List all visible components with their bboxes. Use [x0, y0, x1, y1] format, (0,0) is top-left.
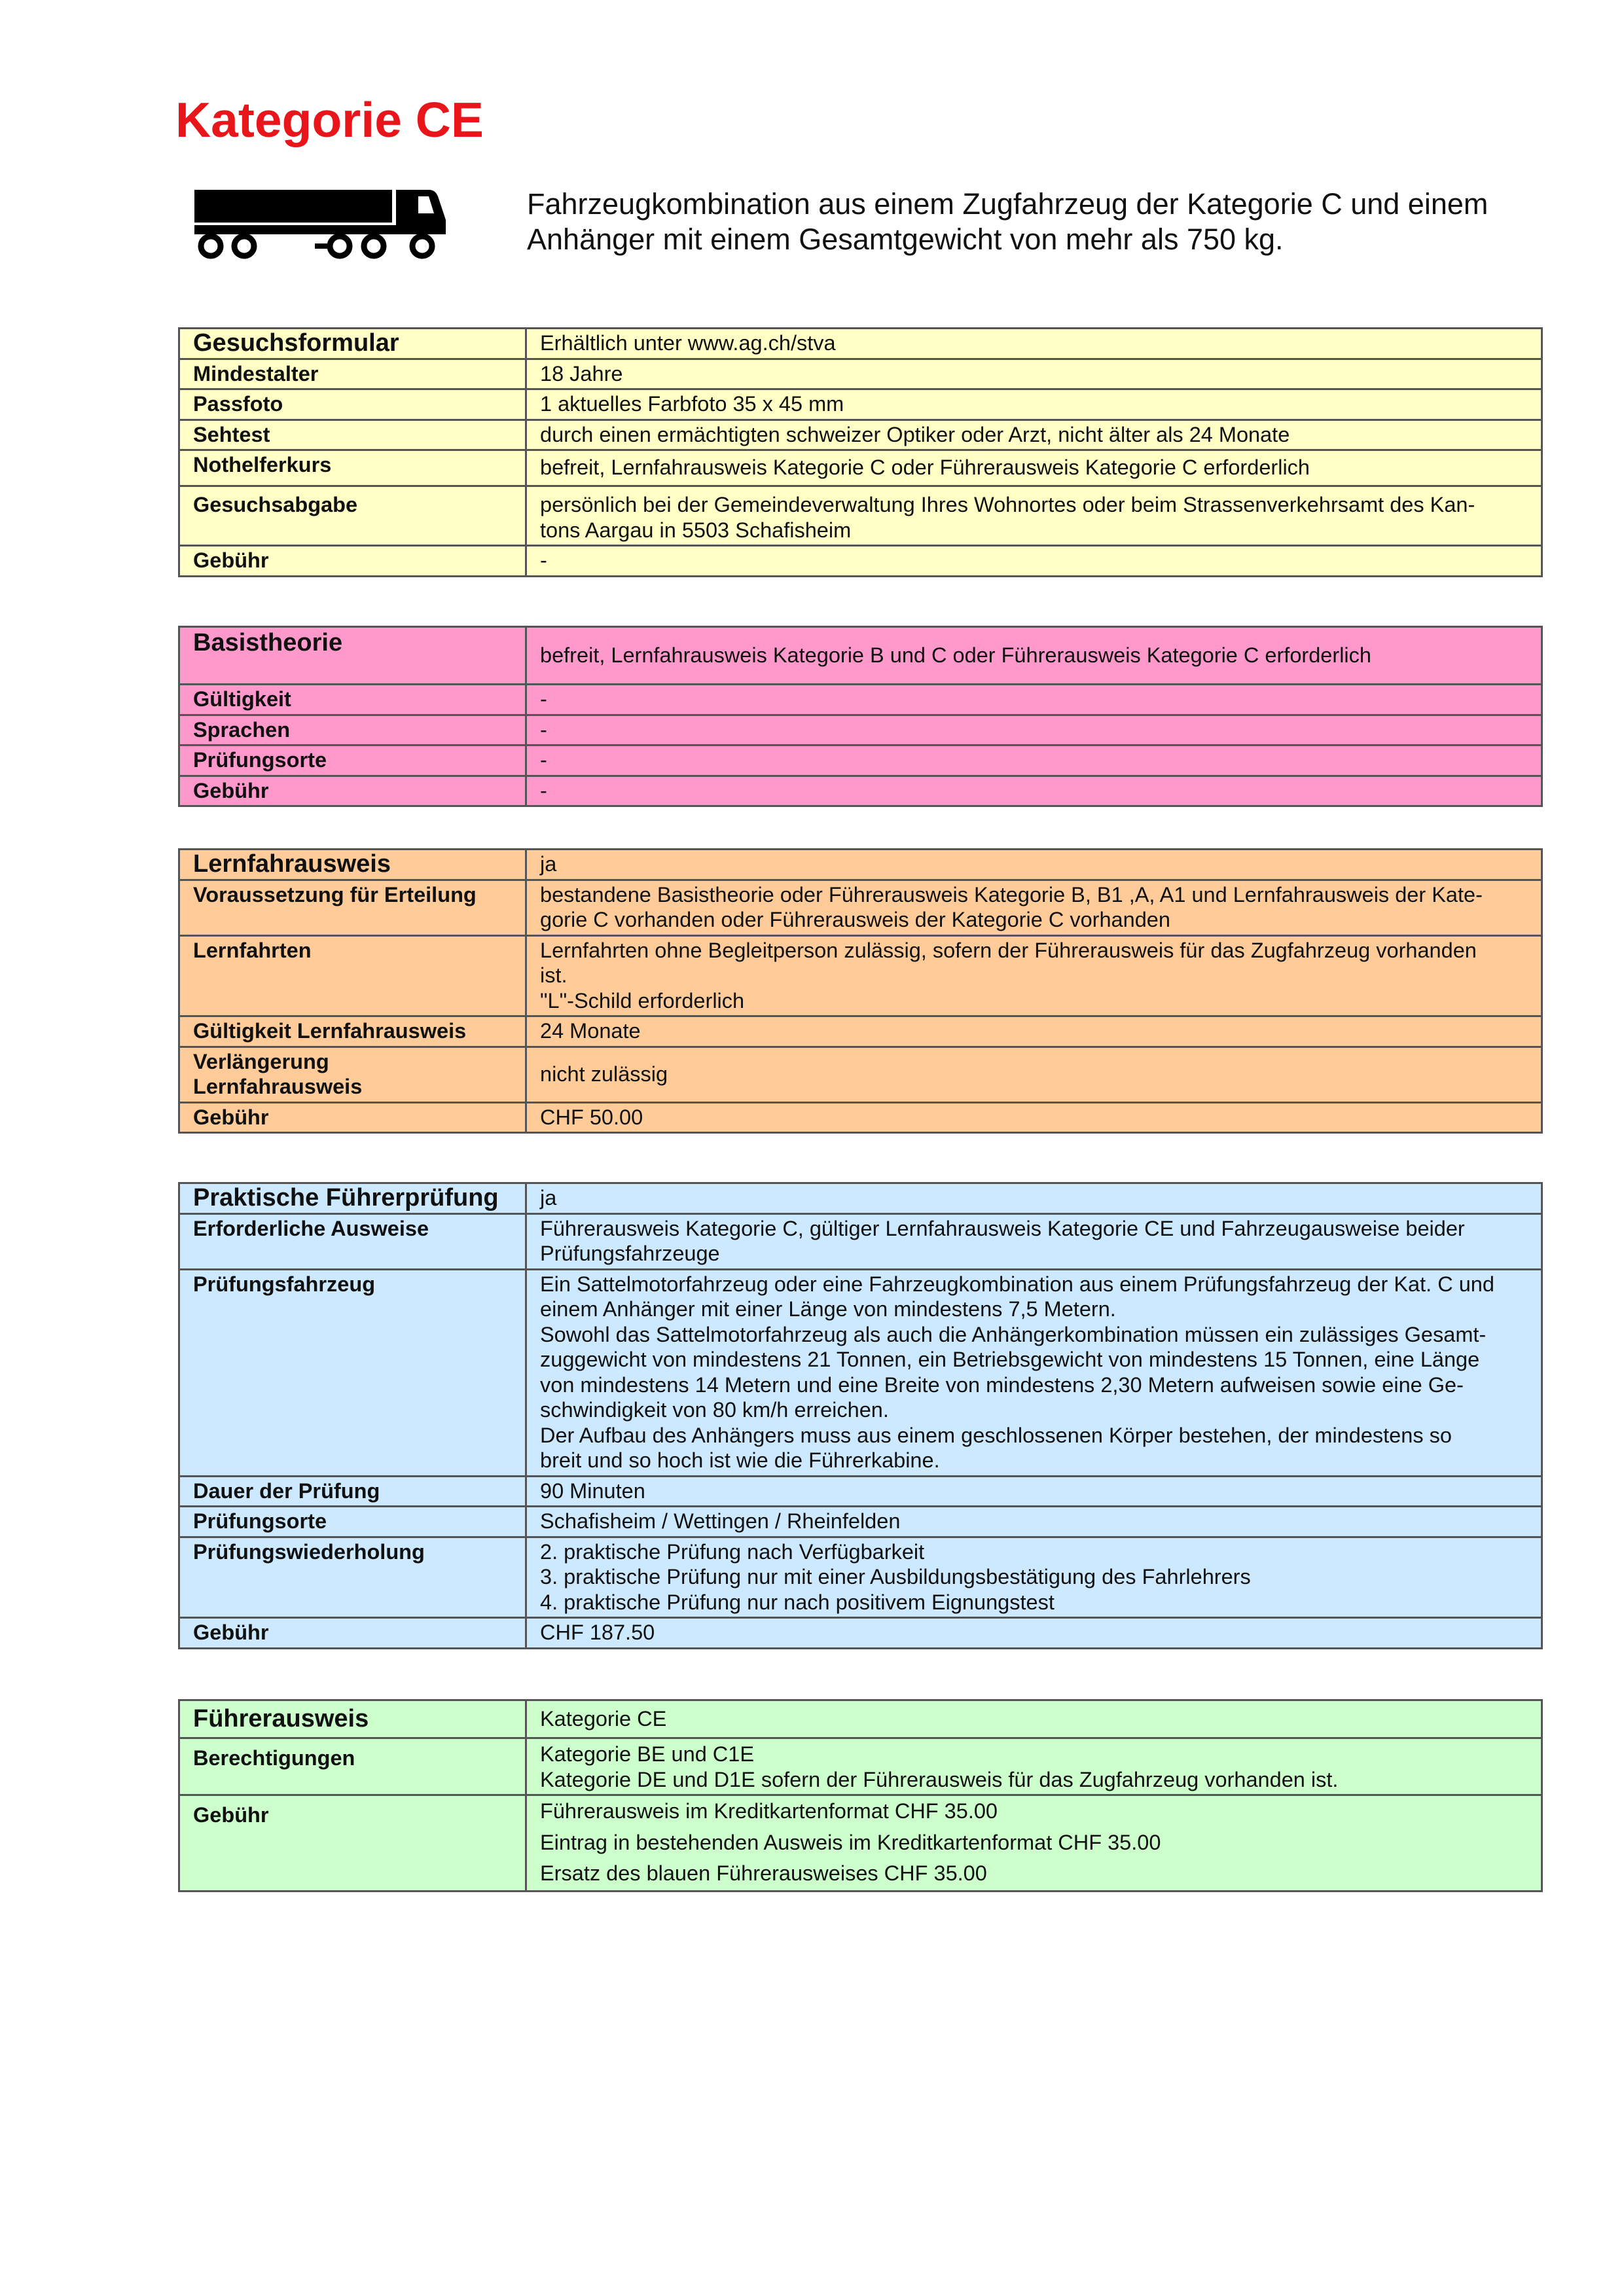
table-row	[179, 627, 1542, 685]
text-line: bestandene Basistheorie oder Führerausweis Kategorie B, B1 ,A, A1 und Lernfahrausweis der Kate-	[540, 882, 1483, 906]
fuehrerausweis-table	[178, 1699, 1543, 1892]
lernfahrausweis-value: ja	[526, 850, 1542, 880]
pruefungswiederholung-value	[526, 1537, 1542, 1618]
text-line: Führerausweis im Kreditkartenformat CHF 35.00	[540, 1799, 998, 1823]
text-line: schwindigkeit von 80 km/h erreichen.	[540, 1398, 889, 1422]
gueltigkeit-label: Gültigkeit	[179, 685, 526, 715]
text-line: von mindestens 14 Metern und eine Breite von mindestens 2,30 Metern aufweisen sowie eine Ge-	[540, 1372, 1464, 1397]
lernfahrten-label: Lernfahrten	[179, 935, 526, 1016]
gebuehr-label: Gebühr	[179, 776, 526, 806]
gesuchsformular-value: Erhältlich unter www.ag.ch/stva	[526, 329, 1542, 359]
table-row	[179, 1618, 1542, 1649]
fuehrerausweis-label: Führerausweis	[179, 1700, 526, 1738]
gesuchsformular-label: Gesuchsformular	[179, 329, 526, 359]
table-row	[179, 1183, 1542, 1214]
berechtigungen-value	[526, 1738, 1542, 1795]
pruefungsfahrzeug-label: Prüfungsfahrzeug	[179, 1269, 526, 1476]
truck-with-trailer-icon	[192, 186, 447, 264]
text-line: gorie C vorhanden oder Führerausweis der Kategorie C vorhanden	[540, 908, 1170, 931]
voraussetzung-value	[526, 880, 1542, 935]
berechtigungen-label: Berechtigungen	[179, 1738, 526, 1795]
table-row	[179, 1507, 1542, 1537]
text-line: ist.	[540, 963, 568, 987]
basistheorie-value: befreit, Lernfahrausweis Kategorie B und C oder Führerausweis Kategorie C erforderlich	[526, 627, 1542, 685]
table-row	[179, 745, 1542, 776]
gebuehr-value: CHF 50.00	[526, 1102, 1542, 1133]
text-line: Prüfungsfahrzeuge	[540, 1242, 720, 1265]
gebuehr-label: Gebühr	[179, 1795, 526, 1892]
text-line: Ersatz des blauen Führerausweises CHF 35.00	[540, 1861, 987, 1885]
gueltigkeit-lernfahrausweis-value: 24 Monate	[526, 1016, 1542, 1047]
sprachen-label: Sprachen	[179, 715, 526, 745]
text-line: Lernfahrten ohne Begleitperson zulässig, sofern der Führerausweis für das Zugfahrzeug vorhanden	[540, 938, 1477, 962]
lernfahrausweis-label: Lernfahrausweis	[179, 850, 526, 880]
table-row	[179, 935, 1542, 1016]
table-row	[179, 1047, 1542, 1102]
gebuehr-value: -	[526, 776, 1542, 806]
text-line: 4. praktische Prüfung nur nach positivem Eignungstest	[540, 1590, 1055, 1614]
table-row	[179, 1537, 1542, 1618]
table-row	[179, 776, 1542, 806]
sprachen-value: -	[526, 715, 1542, 745]
text-line: persönlich bei der Gemeindeverwaltung Ihres Wohnortes oder beim Strassenverkehrsamt des Kan-	[540, 493, 1475, 516]
pruefungsorte-label: Prüfungsorte	[179, 745, 526, 776]
text-line: Kategorie DE und D1E sofern der Führerausweis für das Zugfahrzeug vorhanden ist.	[540, 1767, 1339, 1791]
text-line: Führerausweis Kategorie C, gültiger Lernfahrausweis Kategorie CE und Fahrzeugausweise beider	[540, 1216, 1465, 1240]
pruefungsorte-value: -	[526, 745, 1542, 776]
table-row	[179, 1700, 1542, 1738]
table-row	[179, 420, 1542, 450]
sehtest-label: Sehtest	[179, 420, 526, 450]
lernfahrten-value	[526, 935, 1542, 1016]
table-row	[179, 850, 1542, 880]
text-line: tons Aargau in 5503 Schafisheim	[540, 518, 852, 542]
text-line: 3. praktische Prüfung nur mit einer Ausbildungsbestätigung des Fahrlehrers	[540, 1565, 1251, 1588]
table-row	[179, 359, 1542, 389]
gebuehr-label: Gebühr	[179, 1618, 526, 1649]
table-row	[179, 1795, 1542, 1892]
table-row	[179, 880, 1542, 935]
text-line: Lernfahrausweis	[193, 1075, 363, 1098]
text-line: Eintrag in bestehenden Ausweis im Kreditkartenformat CHF 35.00	[540, 1830, 1161, 1854]
lernfahrausweis-table	[178, 848, 1543, 1134]
passfoto-label: Passfoto	[179, 389, 526, 420]
text-line: 2. praktische Prüfung nach Verfügbarkeit	[540, 1539, 925, 1564]
table-row	[179, 1102, 1542, 1133]
page-title: Kategorie CE	[175, 92, 484, 147]
pruefungswiederholung-label: Prüfungswiederholung	[179, 1537, 526, 1618]
gebuehr-label: Gebühr	[179, 546, 526, 577]
sehtest-value: durch einen ermächtigten schweizer Optiker oder Arzt, nicht älter als 24 Monate	[526, 420, 1542, 450]
table-row	[179, 389, 1542, 420]
praktische-pruefung-value: ja	[526, 1183, 1542, 1214]
gueltigkeit-lernfahrausweis-label: Gültigkeit Lernfahrausweis	[179, 1016, 526, 1047]
text-line: Sowohl das Sattelmotorfahrzeug als auch die Anhängerkombination müssen ein zulässiges Gesamt-	[540, 1322, 1487, 1346]
gesuch-table	[178, 327, 1543, 577]
text-line: Kategorie BE und C1E	[540, 1742, 755, 1766]
table-row	[179, 450, 1542, 486]
text-line: breit und so hoch ist wie die Führerkabine.	[540, 1448, 940, 1472]
mindestalter-label: Mindestalter	[179, 359, 526, 389]
table-row	[179, 1476, 1542, 1507]
table-row	[179, 329, 1542, 359]
passfoto-value: 1 aktuelles Farbfoto 35 x 45 mm	[526, 389, 1542, 420]
text-line: Der Aufbau des Anhängers muss aus einem geschlossenen Körper bestehen, der mindestens so	[540, 1423, 1452, 1447]
fuehrerausweis-value: Kategorie CE	[526, 1700, 1542, 1738]
gueltigkeit-value: -	[526, 685, 1542, 715]
pruefungsorte-label: Prüfungsorte	[179, 1507, 526, 1537]
erforderliche-ausweise-value	[526, 1213, 1542, 1269]
pruefungsfahrzeug-value	[526, 1269, 1542, 1476]
table-row	[179, 1213, 1542, 1269]
nothelferkurs-value: befreit, Lernfahrausweis Kategorie C oder Führerausweis Kategorie C erforderlich	[526, 450, 1542, 486]
text-line: Ein Sattelmotorfahrzeug oder eine Fahrzeugkombination aus einem Prüfungsfahrzeug der Kat. C und	[540, 1272, 1494, 1296]
table-row	[179, 715, 1542, 745]
table-row	[179, 486, 1542, 546]
text-line: Verlängerung	[193, 1049, 329, 1073]
gebuehr-label: Gebühr	[179, 1102, 526, 1133]
dauer-label: Dauer der Prüfung	[179, 1476, 526, 1507]
verlaengerung-value: nicht zulässig	[526, 1047, 1542, 1102]
text-line: zuggewicht von mindestens 21 Tonnen, ein Betriebsgewicht von mindestens 15 Tonnen, eine Länge	[540, 1348, 1480, 1371]
gesuchsabgabe-value	[526, 486, 1542, 546]
gebuehr-value: CHF 187.50	[526, 1618, 1542, 1649]
gebuehr-value: -	[526, 546, 1542, 577]
gebuehr-value	[526, 1795, 1542, 1892]
pruefungsorte-value: Schafisheim / Wettingen / Rheinfelden	[526, 1507, 1542, 1537]
table-row	[179, 546, 1542, 577]
basistheorie-table	[178, 626, 1543, 807]
praktische-pruefung-label: Praktische Führerprüfung	[179, 1183, 526, 1214]
mindestalter-value: 18 Jahre	[526, 359, 1542, 389]
intro-text: Fahrzeugkombination aus einem Zugfahrzeug der Kategorie C und einem Anhänger mit einem Gesamtgewicht von mehr als 750 kg.	[527, 187, 1489, 256]
dauer-value: 90 Minuten	[526, 1476, 1542, 1507]
pruefung-table	[178, 1182, 1543, 1649]
erforderliche-ausweise-label: Erforderliche Ausweise	[179, 1213, 526, 1269]
verlaengerung-label	[179, 1047, 526, 1102]
table-row	[179, 1016, 1542, 1047]
table-row	[179, 1738, 1542, 1795]
voraussetzung-label: Voraussetzung für Erteilung	[179, 880, 526, 935]
text-line: einem Anhänger mit einer Länge von mindestens 7,5 Metern.	[540, 1297, 1116, 1321]
nothelferkurs-label: Nothelferkurs	[179, 450, 526, 486]
gesuchsabgabe-label: Gesuchsabgabe	[179, 486, 526, 546]
text-line: "L"-Schild erforderlich	[540, 988, 745, 1013]
table-row	[179, 685, 1542, 715]
basistheorie-label: Basistheorie	[179, 627, 526, 685]
table-row	[179, 1269, 1542, 1476]
